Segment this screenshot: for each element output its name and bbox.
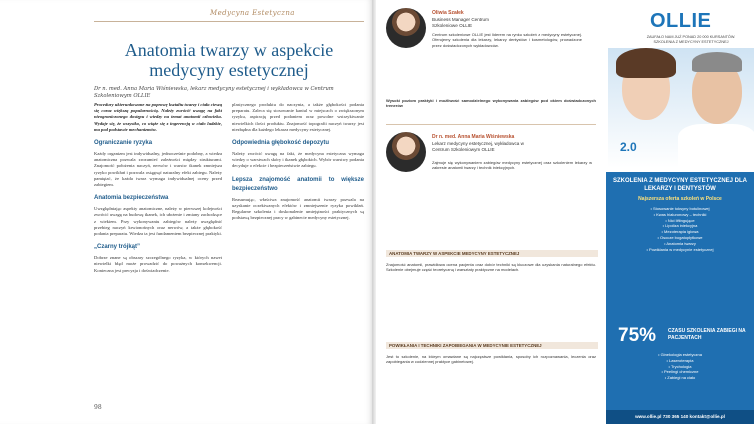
ad-course-item: • Zabiegi na ciało	[664, 375, 696, 381]
heading-depth: Odpowiednia głębokość depozytu	[232, 140, 330, 147]
ad-course-item: • Mezoterapia igłowa	[661, 229, 699, 235]
ad-footer-contact: www.ollie.pl 730 365 140 kontakt@ollie.pl	[606, 410, 754, 424]
bio1-text: Centrum szkoleniowe OLLIE jest liderem na rynku szkoleń z medycyny estetycznej. Oferujemy szkolenia dla lekarzy, lekarzy dentystów i kosmetologów, prowadzone przez doświadczonych wykładowców.	[432, 32, 582, 48]
author-photo-1	[386, 8, 426, 48]
ad-percent-text: CZASU SZKOLENIA ZABIEGI NA PACJENTACH	[668, 328, 746, 341]
ollie-advertisement	[606, 0, 754, 424]
ad-course-list	[612, 206, 748, 252]
bio2-text: Zajmuje się wykonywaniem zabiegów medycyny estetycznej oraz szkoleniem lekarzy w zakresie anatomii twarzy i technik iniekcyjnych.	[432, 160, 592, 171]
divider	[386, 124, 596, 125]
paragraph-base: Uwzględniając aspekty anatomiczne, należy w pierwszej kolejności zwrócić uwagę na budowę tkanek, ich ułożenie i zmiany zachodzące z wiekiem. Przy wykonywaniu zabiegów należy uwzględnić przebieg naczyń krwionośnych oraz nerwów, a także głębokość podania preparatu. Wiedza ta jest fundamentem bezpiecznej praktyki.	[94, 206, 222, 237]
bio1-name: Oliwia Szałek	[432, 10, 464, 16]
heading-base: Anatomia bezpieczeństwa	[94, 195, 169, 202]
article-column-2	[232, 102, 364, 402]
course-box-1-heading: ANATOMIA TWARZY W ASPEKCIE MEDYCYNY ESTETYCZNEJ	[386, 250, 598, 257]
article-column-1	[94, 102, 222, 402]
ad-version-badge: 2.0	[620, 140, 637, 154]
bio2-name: Dr n. med. Anna Maria Wiśniewska	[432, 134, 515, 140]
ad-course-item: • Peelingi chemiczne	[661, 369, 699, 375]
bio2-role: Lekarz medycyny estetycznej, wykładowca w Centrum Szkoleniowym OLLIE	[432, 141, 524, 152]
article-byline: Dr n. med. Anna Maria Wiśniewska, lekarz medycyny estetycznej i wykładowca w Centrum Szkoleniowym OLLIE	[94, 86, 334, 99]
ad-course-item: • Laseroterapia	[666, 357, 694, 363]
ad-course-list-2	[612, 352, 748, 381]
ad-percent: 75%	[618, 325, 657, 346]
ad-headline: SZKOLENIA Z MEDYCYNY ESTETYCZNEJ DLA LEKARZY I DENTYSTÓW	[612, 178, 747, 192]
ad-course-item: • Kwas hialuronowy – techniki	[653, 211, 707, 217]
ad-course-item: • Ginekologia estetyczna	[658, 352, 702, 357]
left-page	[0, 0, 373, 424]
bio1-role: Business Manager Centrum Szkoleniowe OLLIE	[432, 17, 489, 28]
paragraph-col2: plastycznego produktu do naczynia, a także głębokości podania preparatu. Zaleca się stosowanie kaniul w miejscach o zwiększonym ryzyku, aspirację przed podaniem oraz powolne wstrzykiwanie niewielkich ilości produktu. Znajomość topografii naczyń twarzy jest niezbędna dla każdego lekarza medycyny estetycznej.	[232, 102, 364, 132]
heading-limit: Ograniczanie ryzyka	[94, 140, 153, 147]
man-coat-icon	[678, 124, 754, 168]
course-box-2-text: Jest to szkolenie, na którym omawiane są najczęstsze powikłania, sposoby ich rozpoznawania, leczenia oraz zapobiegania w codziennej praktyce gabinetowej.	[386, 354, 596, 365]
ad-course-item: • Nici liftingujące	[665, 217, 695, 223]
heading-knowledge: Lepsza znajomość anatomii to większe bezpieczeństwo	[232, 176, 364, 192]
ad-course-item: • Trychologia	[668, 363, 692, 369]
paragraph-depth: Należy zwrócić uwagę na fakt, że medycyna estetyczna wymaga wiedzy o warstwach skóry i tkanek głębokich. Wybór warstwy podania decyduje o efekcie i bezpieczeństwie zabiegu.	[232, 151, 364, 169]
ad-course-item: • Osocze bogatopłytkowe	[657, 234, 703, 240]
ad-tagline: ZAUFAŁO NAM JUŻ PONAD 20 000 KURSANTÓW. SZKOLENIA Z MEDYCYNY ESTETYCZNEJ	[646, 35, 736, 44]
section-tag: Medycyna Estetyczna	[210, 9, 295, 17]
paragraph-limit: Każdy organizm jest indywidualny, jednocześnie podobny, a wiedza anatomiczna pozwala zrozumieć zależności między strukturami. Znajomość położenia naczyń, nerwów i warstw tkanek zmniejsza ryzyko powikłań i pozwala osiągnąć naturalny efekt zabiegu. Należy pamiętać, że każda twarz wymaga indywidualnej oceny przed zabiegiem.	[94, 151, 222, 188]
article-lead: Procedury ukierunkowane na poprawę kształtu twarzy i ciała cieszą się coraz większą popularnością. Należy zwrócić uwagę na fakt nieograniczonego dostępu i wiedzy na temat anatomii człowieka. Wydaje się, że wszystko, co wiąże się z ingerencją w ciało ludzkie, ma pod podstawie mechanizmów.	[94, 102, 222, 132]
man-hair-icon	[692, 52, 742, 72]
ad-course-item: • Lipoliza iniekcyjna	[662, 223, 698, 229]
course-box-1-text: Znajomość anatomii, prawidłowa ocena pacjenta oraz dobór techniki są kluczowe dla uzyskania naturalnego efektu. Szkolenie obejmuje część teoretyczną i warsztaty praktyczne na modelach.	[386, 262, 596, 273]
ad-brand-logo: OLLIE	[650, 10, 712, 32]
page-number: 98	[94, 404, 102, 411]
ad-course-item: • Anatomia twarzy	[664, 240, 696, 246]
ad-subhead: Najszersza oferta szkoleń w Polsce	[638, 196, 722, 202]
heading-triangle: „Czarny trójkąt”	[94, 244, 141, 251]
paragraph-triangle: Dobrze znane są obszary szczególnego ryzyka, w których nawet niewielki błąd może prowadzić do poważnych konsekwencji. Konieczna jest precyzja i doświadczenie.	[94, 255, 222, 273]
paragraph-knowledge: Reasumując, właściwa znajomość anatomii twarzy pozwala na uzyskanie oczekiwanych efektów i zmniejszenie ryzyka powikłań. Regularne szkolenia i doskonalenie umiejętności praktycznych są podstawą bezpiecznej pracy w gabinecie medycyny estetycznej.	[232, 196, 364, 221]
top-rule	[94, 21, 364, 22]
bio-highlight: Wysoki poziom praktyki i możliwość samodzielnego wykonywania zabiegów pod okiem doświadczonych trenerów	[386, 98, 596, 109]
ad-course-item: • Powikłania w medycynie estetycznej	[646, 246, 714, 252]
ad-course-item: • Stosowanie toksyny botulinowej	[650, 206, 710, 211]
course-box-2-heading: POWIKŁANIA I TECHNIKI ZAPOBIEGANIA W MEDYCYNIE ESTETYCZNEJ	[386, 342, 598, 349]
woman-hair-icon	[616, 48, 676, 78]
author-photo-2	[386, 132, 426, 172]
article-title: Anatomia twarzy w aspekcie medycyny estetycznej	[124, 40, 334, 80]
